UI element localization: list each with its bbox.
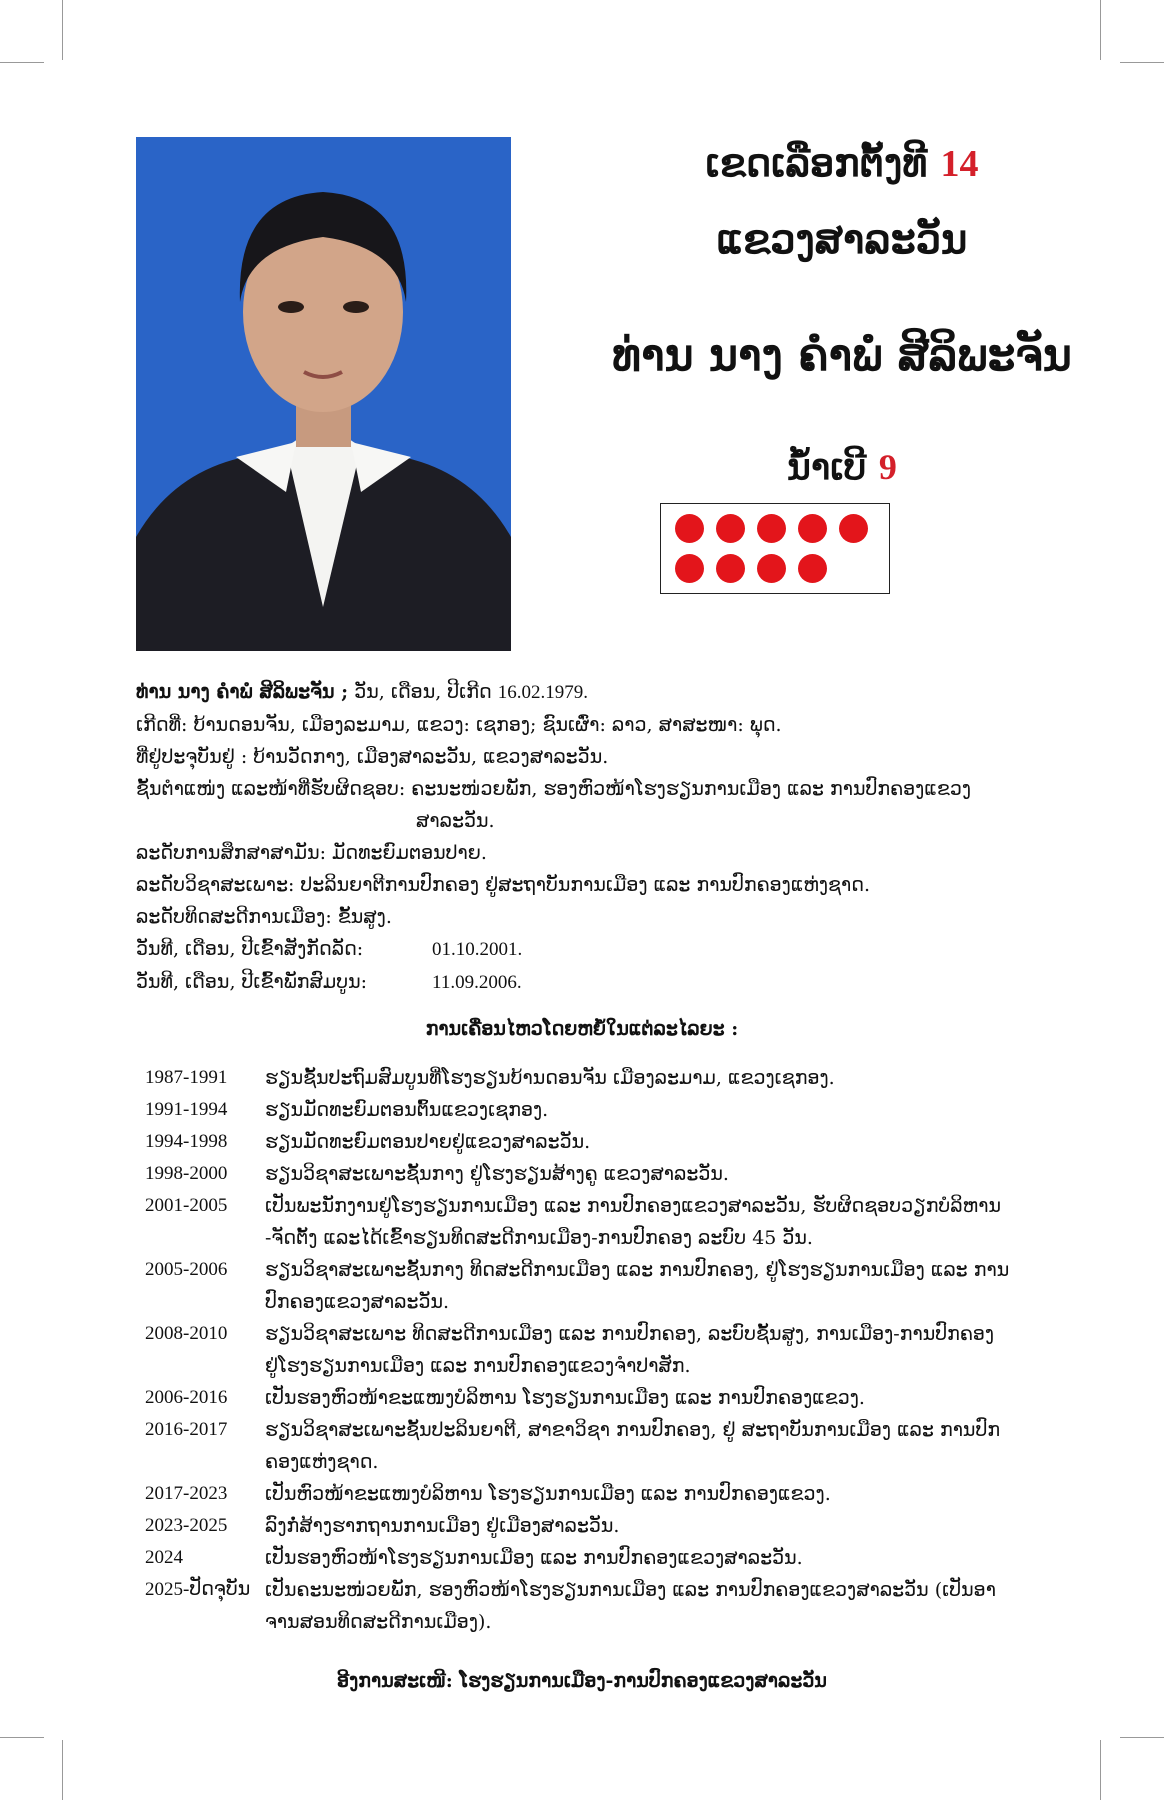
timeline-year: 2008-2010 — [145, 1323, 228, 1344]
timeline-row — [140, 1510, 1020, 1542]
timeline-year: 2023-2025 — [145, 1515, 228, 1536]
crop-mark — [1100, 1740, 1101, 1800]
ballot-dot — [675, 554, 704, 583]
timeline-year: 1998-2000 — [145, 1163, 228, 1184]
position: ຊັ້ນຕໍາແໜ່ງ ແລະໜ້າທີ່ຮັບຜິດຊອບ: ຄະນະໜ່ວຍພັກ, ຮອງຫົວໜ້າໂຮງຮຽນການເມືອງ ແລະ ການປົກຄອງແຂວງ — [136, 778, 972, 800]
timeline-row — [140, 1382, 1020, 1414]
nominated-by: ອີງການສະເໜີ: ໂຮງຮຽນການເມືອງ-ການປົກຄອງແຂວງສາລະວັນ — [337, 1670, 827, 1692]
general-education: ລະດັບການສຶກສາສາມັນ: ມັດທະຍົມຕອນປາຍ. — [136, 842, 487, 864]
timeline-description: ເປັນຄະນະໜ່ວຍພັກ, ຮອງຫົວໜ້າໂຮງຮຽນການເມືອງ ແລະ ການປົກຄອງແຂວງສາລະວັນ (ເປັນອາ ຈານສອນທິດສະດີການເມືອງ). — [265, 1579, 996, 1633]
district-heading — [520, 140, 1164, 186]
timeline-row — [140, 1094, 1020, 1126]
timeline-year: 2016-2017 — [145, 1419, 228, 1440]
timeline-description: ຮຽນມັດທະຍົມຕອນປາຍຢູ່ແຂວງສາລະວັນ. — [265, 1131, 591, 1153]
birthplace: ເກີດທີ່: ບ້ານດອນຈັນ, ເມືອງລະມາມ, ແຂວງ: ເຊກອງ; ຊົນເຜົ່າ: ລາວ, ສາສະໜາ: ພຸດ. — [136, 714, 782, 736]
timeline-description: ເປັນຮອງຫົວໜ້າໂຮງຮຽນການເມືອງ ແລະ ການປົກຄອງແຂວງສາລະວັນ. — [265, 1547, 803, 1569]
timeline-row — [140, 1190, 1020, 1254]
biography — [136, 676, 1036, 999]
timeline-description: ຮຽນວິຊາສະເພາະຊັ້ນກາງ ທິດສະດີການເມືອງ ແລະ ການປົກຄອງ, ຢູ່ໂຮງຮຽນການເມືອງ ແລະ ການ ປົກຄອງແຂວງສາລະວັນ. — [265, 1259, 1010, 1313]
ballot-dot — [839, 514, 868, 543]
bio-name: ທ່ານ ນາງ ຄຳພໍ ສີລິພະຈັນ ; — [136, 681, 349, 703]
candidate-name-heading: ທ່ານ ນາງ ຄຳພໍ ສີລິພະຈັນ — [612, 330, 1072, 381]
timeline-description: ລົງກໍ່ສ້າງຮາກຖານການເມືອງ ຢູ່ເມືອງສາລະວັນ. — [265, 1515, 620, 1537]
specialized-education: ລະດັບວິຊາສະເພາະ: ປະລິນຍາຕີການປົກຄອງ ຢູ່ສະຖາບັນການເມືອງ ແລະ ການປົກຄອງແຫ່ງຊາດ. — [136, 874, 871, 896]
party-label: ວັນທີ, ເດືອນ, ປີເຂົ້າພັກສົມບູນ: — [136, 971, 368, 993]
timeline-row — [140, 1574, 1020, 1638]
timeline-year: 1987-1991 — [145, 1067, 228, 1088]
ballot-dot — [757, 554, 786, 583]
crop-mark — [62, 0, 63, 60]
birth-date: 16.02.1979. — [497, 682, 589, 703]
timeline-description: ຮຽນວິຊາສະເພາະຊັ້ນກາງ ຢູ່ໂຮງຮຽນສ້າງຄູ ແຂວງສາລະວັນ. — [265, 1163, 729, 1185]
career-timeline — [140, 1062, 1020, 1638]
timeline-year: 2024 — [145, 1547, 183, 1568]
ballot-dot — [675, 514, 704, 543]
timeline-year: 1991-1994 — [145, 1099, 228, 1120]
district-number: 14 — [940, 143, 979, 185]
birth-label: ວັນ, ເດືອນ, ປີເກີດ — [354, 681, 492, 703]
timeline-row — [140, 1414, 1020, 1478]
timeline-description: ເປັນພະນັກງານຢູ່ໂຮງຮຽນການເມືອງ ແລະ ການປົກຄອງແຂວງສາລະວັນ, ຮັບຜິດຊອບວຽກບໍລິຫານ -ຈັດຕັ້ງ ແລະໄດ້ເຂົ້າຮຽນທິດສະດີການເມືອງ-ການປົກຄອງ ລະບົບ 45 ວັນ. — [265, 1195, 1001, 1249]
position-continued: ສາລະວັນ. — [416, 810, 495, 832]
political-theory-level: ລະດັບທິດສະດີການເມືອງ: ຂັ້ນສູງ. — [136, 906, 392, 928]
timeline-description: ເປັນຫົວໜ້າຂະແໜງບໍລິຫານ ໂຮງຮຽນການເມືອງ ແລະ ການປົກຄອງແຂວງ. — [265, 1483, 831, 1505]
timeline-year: 1994-1998 — [145, 1131, 228, 1152]
timeline-description: ຮຽນຊັ້ນປະຖົມສົມບູນທີ່ໂຮງຮຽນບ້ານດອນຈັນ ເມືອງລະມາມ, ແຂວງເຊກອງ. — [265, 1067, 835, 1089]
party-date-line — [136, 966, 1036, 999]
timeline-row — [140, 1254, 1020, 1318]
province-heading: ແຂວງສາລະວັນ — [716, 216, 968, 263]
crop-mark — [62, 1740, 63, 1800]
party-date: 11.09.2006. — [432, 972, 522, 993]
ballot-dot — [798, 514, 827, 543]
timeline-row — [140, 1126, 1020, 1158]
timeline-year: 2001-2005 — [145, 1195, 228, 1216]
ballot-number-box — [660, 503, 890, 594]
candidate-number-heading — [520, 446, 1164, 488]
ballot-dot — [716, 514, 745, 543]
timeline-year: 2017-2023 — [145, 1483, 228, 1504]
timeline-row — [140, 1318, 1020, 1382]
state-service-date-line — [136, 933, 1036, 966]
crop-mark — [1100, 0, 1101, 60]
ballot-dot — [798, 554, 827, 583]
candidate-photo — [136, 137, 511, 651]
crop-mark — [0, 62, 44, 63]
crop-mark — [1120, 1737, 1164, 1738]
timeline-year: 2025-ປັດຈຸບັນ — [145, 1579, 251, 1600]
timeline-description: ຮຽນວິຊາສະເພາະ ທິດສະດີການເມືອງ ແລະ ການປົກຄອງ, ລະບົບຊັ້ນສູງ, ການເມືອງ-ການປົກຄອງ ຢູ່ໂຮງຮຽນການເມືອງ ແລະ ການປົກຄອງແຂວງຈຳປາສັກ. — [265, 1323, 995, 1377]
career-section-title: ການເຄື່ອນໄຫວໂດຍຫຍໍ້ໃນແຕ່ລະໄລຍະ : — [425, 1018, 739, 1040]
crop-mark — [0, 1737, 44, 1738]
timeline-row — [140, 1478, 1020, 1510]
timeline-description: ຮຽນວິຊາສະເພາະຊັ້ນປະລິນຍາຕີ, ສາຂາວິຊາ ການປົກຄອງ, ຢູ່ ສະຖາບັນການເມືອງ ແລະ ການປົກ ຄອງແຫ່ງຊາດ. — [265, 1419, 1001, 1473]
number-value: 9 — [878, 447, 897, 487]
timeline-year: 2005-2006 — [145, 1259, 228, 1280]
ballot-dot — [716, 554, 745, 583]
portrait-illustration — [136, 137, 511, 651]
district-label: ເຂດເລືອກຕັ້ງທີ — [705, 140, 928, 185]
state-service-date: 01.10.2001. — [432, 939, 523, 960]
state-service-label: ວັນທີ, ເດືອນ, ປີເຂົ້າສັງກັດລັດ: — [136, 938, 364, 960]
crop-mark — [1120, 62, 1164, 63]
timeline-row — [140, 1158, 1020, 1190]
residence: ທີ່ຢູ່ປະຈຸບັນຢູ່ : ບ້ານວັດກາງ, ເມືອງສາລະວັນ, ແຂວງສາລະວັນ. — [136, 746, 609, 768]
number-label: ນໍ້າເບີ — [787, 446, 867, 488]
ballot-dot — [757, 514, 786, 543]
timeline-row — [140, 1062, 1020, 1094]
timeline-year: 2006-2016 — [145, 1387, 228, 1408]
timeline-description: ເປັນຮອງຫົວໜ້າຂະແໜງບໍລິຫານ ໂຮງຮຽນການເມືອງ ແລະ ການປົກຄອງແຂວງ. — [265, 1387, 865, 1409]
timeline-description: ຮຽນມັດທະຍົມຕອນຕົ້ນແຂວງເຊກອງ. — [265, 1099, 549, 1121]
timeline-row — [140, 1542, 1020, 1574]
bio-name-line — [136, 676, 1036, 709]
